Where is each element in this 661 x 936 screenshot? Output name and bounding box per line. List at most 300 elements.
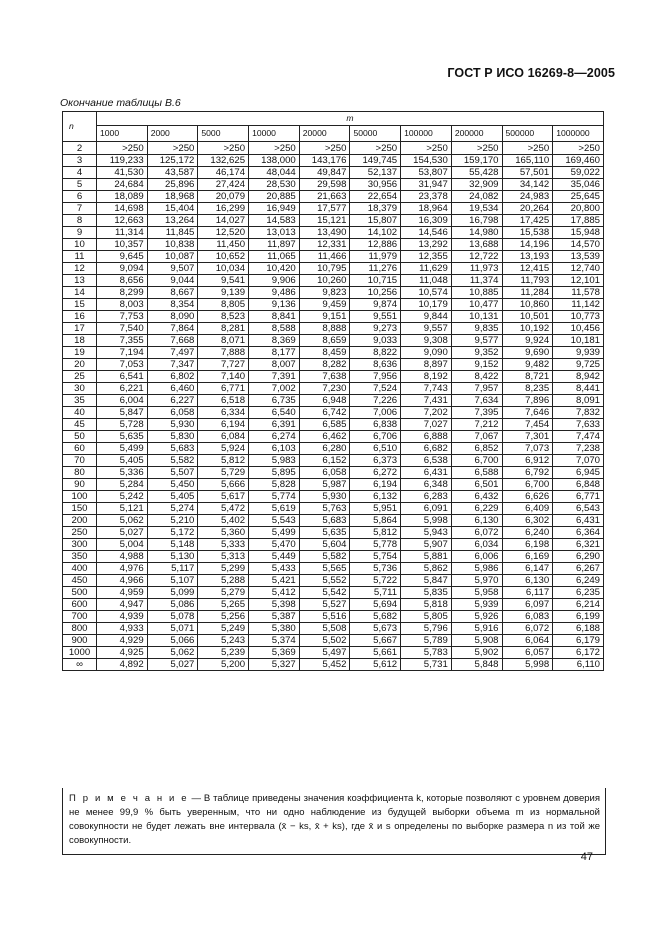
k-value-cell: 4,933 [97,623,148,635]
k-value-cell: 7,743 [401,383,452,395]
k-value-cell: 5,818 [401,599,452,611]
k-value-cell: 6,214 [553,599,604,611]
k-value-cell: 8,071 [198,335,249,347]
n-value-cell: 450 [63,575,97,587]
k-value-cell: 6,518 [198,395,249,407]
k-value-cell: 8,235 [502,383,553,395]
k-value-cell: 5,274 [147,503,198,515]
k-value-cell: 5,998 [502,659,553,671]
k-value-cell: 8,841 [249,311,300,323]
k-value-cell: 4,892 [97,659,148,671]
k-value-cell: 5,835 [401,587,452,599]
k-value-cell: 6,735 [249,395,300,407]
k-value-cell: 8,192 [401,371,452,383]
k-value-cell: >250 [249,142,300,155]
k-value-cell: 5,405 [97,455,148,467]
k-value-cell: 6,848 [553,479,604,491]
k-value-cell: 18,379 [350,203,401,215]
k-value-cell: 17,425 [502,215,553,227]
k-value-cell: 24,983 [502,191,553,203]
table-row [63,335,604,347]
k-value-cell: 7,633 [553,419,604,431]
k-value-cell: 25,896 [147,179,198,191]
k-value-cell: 9,044 [147,275,198,287]
table-row [63,491,604,503]
k-value-cell: 8,588 [249,323,300,335]
k-value-cell: 5,172 [147,527,198,539]
k-value-cell: 5,754 [350,551,401,563]
k-value-cell: 18,968 [147,191,198,203]
k-value-cell: 5,635 [299,527,350,539]
k-value-cell: 5,027 [147,659,198,671]
k-value-cell: 7,230 [299,383,350,395]
k-value-cell: 11,142 [553,299,604,311]
k-value-cell: 9,486 [249,287,300,299]
k-value-cell: 9,507 [147,263,198,275]
n-value-cell: 2 [63,142,97,155]
k-value-cell: 9,152 [451,359,502,371]
k-value-cell: 11,314 [97,227,148,239]
k-value-cell: 10,838 [147,239,198,251]
k-value-cell: 9,033 [350,335,401,347]
table-row [63,575,604,587]
k-value-cell: 7,301 [502,431,553,443]
k-value-cell: 6,700 [451,455,502,467]
k-value-cell: 6,272 [350,467,401,479]
k-value-cell: 12,740 [553,263,604,275]
k-value-cell: 6,945 [553,467,604,479]
k-value-cell: 23,378 [401,191,452,203]
k-value-cell: 5,930 [299,491,350,503]
table-row [63,167,604,179]
note-text: — В таблице приведены значения коэффициента k, которые позволяют с уровнем доверия не менее 99,9 % быть уверенным, что ни одно наблюдение из будущей выборки объема m из нормальной совокупности не будет лежать вне интервала (x̄ − ks, x̄ + ks), где x̄ и s определены по выборке размера n из той же совокупности. [69,793,600,846]
k-value-cell: 5,402 [198,515,249,527]
k-value-cell: 5,374 [249,635,300,647]
k-value-cell: 10,501 [502,311,553,323]
k-value-cell: 28,530 [249,179,300,191]
k-value-cell: 5,099 [147,587,198,599]
k-value-cell: 5,789 [401,635,452,647]
k-value-cell: 11,065 [249,251,300,263]
k-value-cell: 7,540 [97,323,148,335]
k-value-cell: 6,541 [97,371,148,383]
k-value-cell: 7,431 [401,395,452,407]
k-value-cell: 7,002 [249,383,300,395]
table-row [63,443,604,455]
k-value-cell: 5,121 [97,503,148,515]
m-columns-header-row [63,126,604,142]
k-value-cell: 5,243 [198,635,249,647]
k-value-cell: 5,284 [97,479,148,491]
k-value-cell: 6,391 [249,419,300,431]
k-value-cell: 6,132 [350,491,401,503]
k-value-cell: 5,783 [401,647,452,659]
k-value-cell: 11,048 [401,275,452,287]
k-value-cell: 6,227 [147,395,198,407]
k-value-cell: 7,070 [553,455,604,467]
k-value-cell: 6,802 [147,371,198,383]
k-value-cell: 5,939 [451,599,502,611]
k-value-cell: 46,174 [198,167,249,179]
k-value-cell: 15,538 [502,227,553,239]
k-value-cell: 6,058 [147,407,198,419]
k-value-cell: 5,796 [401,623,452,635]
k-value-cell: 5,516 [299,611,350,623]
k-value-cell: 9,577 [451,335,502,347]
k-value-cell: 6,235 [553,587,604,599]
m-group-header: m [97,112,604,126]
k-value-cell: 6,267 [553,563,604,575]
m-column-header: 200000 [451,126,502,142]
n-value-cell: 4 [63,167,97,179]
k-value-cell: 5,907 [401,539,452,551]
k-value-cell: 9,557 [401,323,452,335]
k-value-cell: 5,862 [401,563,452,575]
k-value-cell: 8,667 [147,287,198,299]
k-value-cell: >250 [451,142,502,155]
k-value-cell: 5,729 [198,467,249,479]
m-column-header: 1000 [97,126,148,142]
k-value-cell: 5,983 [249,455,300,467]
k-value-cell: 8,007 [249,359,300,371]
k-value-cell: 5,449 [249,551,300,563]
k-value-cell: 6,058 [299,467,350,479]
k-value-cell: 7,391 [249,371,300,383]
k-value-cell: 10,181 [553,335,604,347]
k-value-cell: 7,896 [502,395,553,407]
k-value-cell: 6,169 [502,551,553,563]
k-value-cell: 7,524 [350,383,401,395]
k-value-cell: 6,110 [553,659,604,671]
table-row [63,371,604,383]
k-value-cell: 5,249 [198,623,249,635]
k-value-cell: 6,229 [451,503,502,515]
k-value-cell: 5,200 [198,659,249,671]
k-value-cell: >250 [147,142,198,155]
k-value-cell: 8,354 [147,299,198,311]
k-value-cell: 5,617 [198,491,249,503]
table-row [63,599,604,611]
k-value-cell: 8,003 [97,299,148,311]
k-value-cell: 12,663 [97,215,148,227]
k-value-cell: 55,428 [451,167,502,179]
n-value-cell: 3 [63,155,97,167]
table-row [63,239,604,251]
m-column-header: 500000 [502,126,553,142]
table-row [63,647,604,659]
k-value-cell: 8,091 [553,395,604,407]
k-value-cell: 11,374 [451,275,502,287]
k-value-cell: 10,574 [401,287,452,299]
k-value-cell: 14,546 [401,227,452,239]
k-value-cell: 13,193 [502,251,553,263]
table-row [63,275,604,287]
k-value-cell: 35,046 [553,179,604,191]
k-value-cell: 4,925 [97,647,148,659]
k-value-cell: 4,976 [97,563,148,575]
k-value-cell: 5,924 [198,443,249,455]
n-value-cell: ∞ [63,659,97,671]
table-row [63,431,604,443]
k-value-cell: 5,970 [451,575,502,587]
k-value-cell: 5,242 [97,491,148,503]
k-value-cell: 15,948 [553,227,604,239]
k-value-cell: 5,916 [451,623,502,635]
k-value-cell: 7,194 [97,347,148,359]
k-value-cell: 9,823 [299,287,350,299]
k-value-cell: 9,906 [249,275,300,287]
k-value-cell: 5,387 [249,611,300,623]
k-value-cell: 7,073 [502,443,553,455]
k-value-cell: 6,792 [502,467,553,479]
k-value-cell: 5,062 [147,647,198,659]
k-value-cell: 5,130 [147,551,198,563]
k-value-cell: 59,022 [553,167,604,179]
table-row [63,455,604,467]
k-value-cell: 25,645 [553,191,604,203]
k-value-cell: 8,422 [451,371,502,383]
n-value-cell: 600 [63,599,97,611]
k-value-cell: 6,540 [249,407,300,419]
k-value-cell: 6,006 [451,551,502,563]
k-value-cell: 6,130 [451,515,502,527]
k-value-cell: 11,897 [249,239,300,251]
k-value-cell: 5,604 [299,539,350,551]
k-value-cell: 5,502 [299,635,350,647]
k-value-cell: 6,432 [451,491,502,503]
table-row [63,539,604,551]
n-value-cell: 7 [63,203,97,215]
k-value-cell: 11,276 [350,263,401,275]
k-value-cell: 10,885 [451,287,502,299]
k-value-cell: 7,864 [147,323,198,335]
k-value-cell: 8,822 [350,347,401,359]
k-value-cell: >250 [502,142,553,155]
k-value-cell: 11,845 [147,227,198,239]
k-value-cell: 5,830 [147,431,198,443]
k-value-cell: 6,373 [350,455,401,467]
n-value-cell: 45 [63,419,97,431]
k-value-cell: 5,812 [350,527,401,539]
k-value-cell: 4,929 [97,635,148,647]
k-value-cell: 5,666 [198,479,249,491]
k-value-cell: 6,072 [451,527,502,539]
k-value-cell: 31,947 [401,179,452,191]
k-value-cell: 6,364 [553,527,604,539]
k-value-cell: 9,645 [97,251,148,263]
k-value-cell: 6,034 [451,539,502,551]
k-value-cell: 7,638 [299,371,350,383]
k-value-cell: 43,587 [147,167,198,179]
k-value-cell: 19,534 [451,203,502,215]
k-value-cell: 30,956 [350,179,401,191]
k-value-cell: 6,084 [198,431,249,443]
table-row [63,287,604,299]
k-value-cell: 16,299 [198,203,249,215]
k-value-cell: 6,057 [502,647,553,659]
n-value-cell: 12 [63,263,97,275]
k-value-cell: 24,684 [97,179,148,191]
k-value-cell: 10,179 [401,299,452,311]
k-value-cell: 5,895 [249,467,300,479]
k-value-cell: 18,089 [97,191,148,203]
k-value-cell: 13,688 [451,239,502,251]
m-column-header: 10000 [249,126,300,142]
k-value-cell: 5,117 [147,563,198,575]
k-value-cell: 4,966 [97,575,148,587]
k-value-cell: >250 [97,142,148,155]
k-value-cell: 5,265 [198,599,249,611]
n-value-cell: 700 [63,611,97,623]
k-value-cell: 6,888 [401,431,452,443]
k-value-cell: 5,694 [350,599,401,611]
k-value-cell: 9,690 [502,347,553,359]
k-value-cell: 18,964 [401,203,452,215]
table-row [63,155,604,167]
k-value-cell: 7,067 [451,431,502,443]
k-value-cell: 8,177 [249,347,300,359]
k-value-cell: 154,530 [401,155,452,167]
k-value-cell: 6,004 [97,395,148,407]
k-value-cell: 57,501 [502,167,553,179]
k-value-cell: 9,308 [401,335,452,347]
k-value-cell: 5,987 [299,479,350,491]
k-value-cell: 10,034 [198,263,249,275]
k-value-cell: 17,577 [299,203,350,215]
k-value-cell: 143,176 [299,155,350,167]
k-value-cell: 5,711 [350,587,401,599]
k-value-cell: 11,578 [553,287,604,299]
k-value-cell: 10,087 [147,251,198,263]
k-value-cell: 7,238 [553,443,604,455]
k-value-cell: 13,292 [401,239,452,251]
k-value-cell: 7,140 [198,371,249,383]
k-value-cell: 6,280 [299,443,350,455]
k-value-cell: 8,369 [249,335,300,347]
k-value-cell: 11,793 [502,275,553,287]
k-value-cell: 5,027 [97,527,148,539]
k-value-cell: 5,288 [198,575,249,587]
table-row [63,611,604,623]
k-value-cell: 6,771 [198,383,249,395]
table-row [63,479,604,491]
k-value-cell: 5,847 [97,407,148,419]
k-value-cell: 125,172 [147,155,198,167]
k-value-cell: 6,460 [147,383,198,395]
k-value-cell: >250 [198,142,249,155]
k-value-cell: 5,736 [350,563,401,575]
k-value-cell: 5,239 [198,647,249,659]
n-value-cell: 200 [63,515,97,527]
k-value-cell: 5,107 [147,575,198,587]
table-row [63,527,604,539]
k-value-cell: 5,470 [249,539,300,551]
k-value-cell: 5,908 [451,635,502,647]
table-row [63,227,604,239]
k-value-cell: 5,847 [401,575,452,587]
table-row [63,299,604,311]
m-column-header: 20000 [299,126,350,142]
k-value-cell: 5,998 [401,515,452,527]
k-value-cell: 41,530 [97,167,148,179]
k-value-cell: 4,947 [97,599,148,611]
k-value-cell: 5,812 [198,455,249,467]
k-value-cell: 7,646 [502,407,553,419]
table-row [63,587,604,599]
k-value-cell: 5,582 [299,551,350,563]
m-column-header: 50000 [350,126,401,142]
n-value-cell: 250 [63,527,97,539]
k-value-cell: 9,151 [299,311,350,323]
table-row [63,395,604,407]
k-value-cell: 13,490 [299,227,350,239]
table-row [63,551,604,563]
k-value-cell: 5,774 [249,491,300,503]
k-value-cell: 7,957 [451,383,502,395]
k-value-cell: 5,848 [451,659,502,671]
k-value-cell: 6,543 [553,503,604,515]
n-value-cell: 35 [63,395,97,407]
k-value-cell: 9,541 [198,275,249,287]
k-value-cell: 5,930 [147,419,198,431]
k-value-cell: 6,283 [401,491,452,503]
k-value-cell: 14,196 [502,239,553,251]
k-value-cell: 5,507 [147,467,198,479]
k-value-cell: 6,700 [502,479,553,491]
k-value-cell: 8,805 [198,299,249,311]
k-value-cell: >250 [299,142,350,155]
k-value-cell: 9,459 [299,299,350,311]
n-value-cell: 80 [63,467,97,479]
k-value-cell: 5,472 [198,503,249,515]
k-value-cell: 9,939 [553,347,604,359]
k-value-cell: 5,673 [350,623,401,635]
k-value-cell: 14,583 [249,215,300,227]
n-value-cell: 60 [63,443,97,455]
k-value-cell: 5,210 [147,515,198,527]
n-value-cell: 150 [63,503,97,515]
k-value-cell: 11,979 [350,251,401,263]
n-value-cell: 800 [63,623,97,635]
k-value-cell: 8,523 [198,311,249,323]
k-value-cell: 9,090 [401,347,452,359]
n-value-cell: 30 [63,383,97,395]
k-value-cell: 5,062 [97,515,148,527]
k-value-cell: 5,763 [299,503,350,515]
page-number: 47 [580,851,593,863]
k-value-cell: 9,551 [350,311,401,323]
k-value-cell: 10,860 [502,299,553,311]
k-value-cell: 6,538 [401,455,452,467]
k-value-cell: 5,066 [147,635,198,647]
k-value-cell: 6,064 [502,635,553,647]
k-value-cell: 5,902 [451,647,502,659]
table-row [63,407,604,419]
k-value-cell: 4,988 [97,551,148,563]
k-value-cell: 7,956 [350,371,401,383]
table-row [63,191,604,203]
k-value-cell: 6,199 [553,611,604,623]
k-value-cell: 5,299 [198,563,249,575]
k-value-cell: 9,835 [451,323,502,335]
n-value-cell: 14 [63,287,97,299]
k-value-cell: 6,091 [401,503,452,515]
k-value-cell: 5,380 [249,623,300,635]
k-value-cell: 5,508 [299,623,350,635]
k-value-cell: 14,570 [553,239,604,251]
k-value-cell: 6,194 [198,419,249,431]
k-value-cell: 27,424 [198,179,249,191]
